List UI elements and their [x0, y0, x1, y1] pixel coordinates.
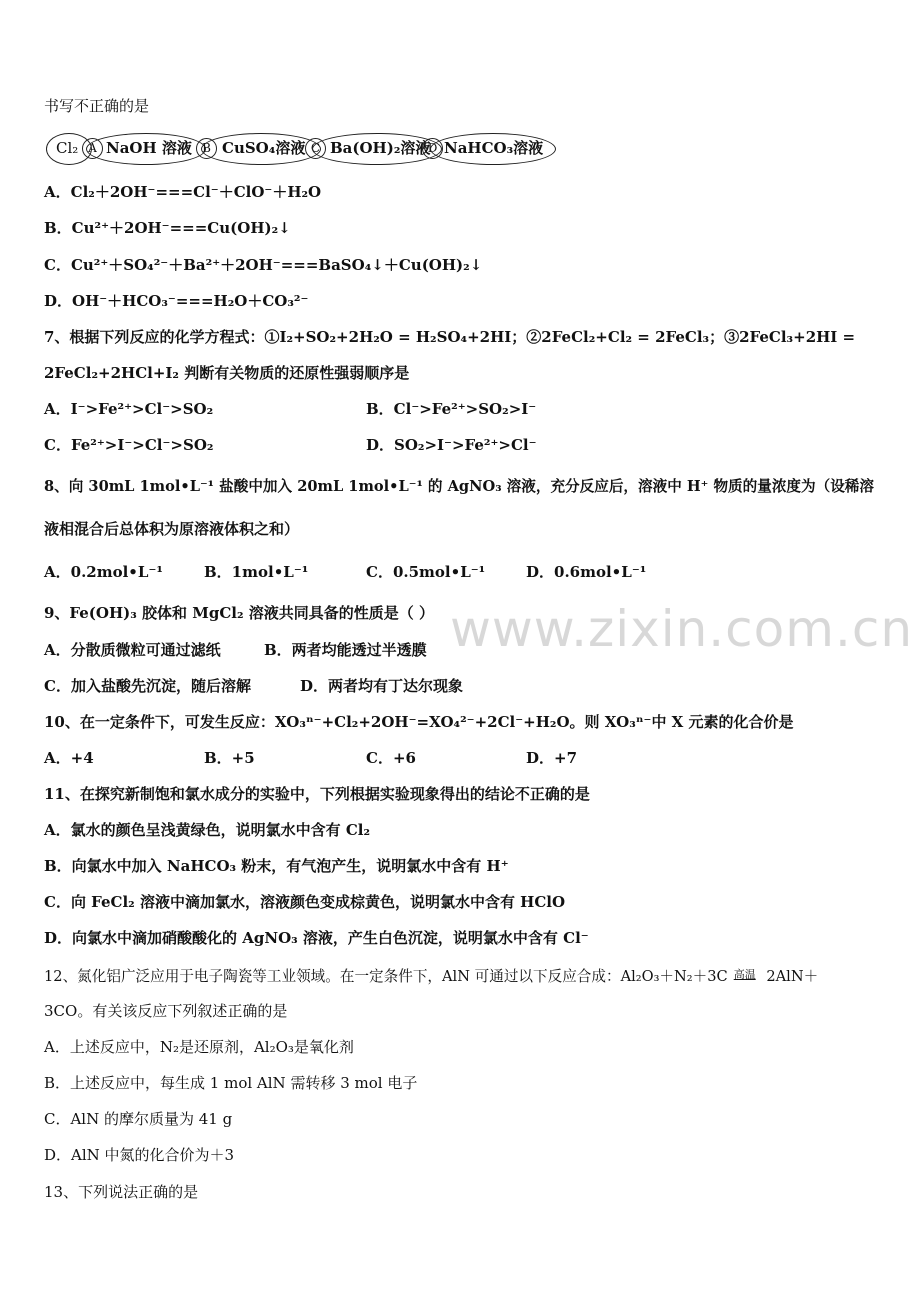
q7-option-a: A．I⁻>Fe²⁺>Cl⁻>SO₂ — [44, 400, 214, 418]
q8-option-a: A．0.2mol•L⁻¹ — [44, 563, 163, 581]
reagent-label: NaHCO₃溶液 — [444, 139, 544, 157]
q12-option-a: A．上述反应中，N₂是还原剂，Al₂O₃是氧化剂 — [44, 1038, 354, 1056]
q7-option-d: D．SO₂>I⁻>Fe²⁺>Cl⁻ — [366, 436, 537, 454]
q12-stem-part1: 12、氮化铝广泛应用于电子陶瓷等工业领域。在一定条件下，AlN 可通过以下反应合成：Al₂O₃＋N₂＋3C — [44, 968, 728, 985]
q6-option-d: D．OH⁻＋HCO₃⁻===H₂O＋CO₃²⁻ — [44, 292, 309, 310]
q9-option-a: A．分散质微粒可通过滤纸 — [44, 641, 221, 659]
reagent-label: CuSO₄溶液 — [222, 139, 306, 157]
q12-stem-line2: 3CO。有关该反应下列叙述正确的是 — [44, 1002, 288, 1020]
q8-stem-line1: 8、向 30mL 1mol•L⁻¹ 盐酸中加入 20mL 1mol•L⁻¹ 的 AgNO₃ 溶液，充分反应后，溶液中 H⁺ 物质的量浓度为（设稀溶 — [44, 478, 874, 495]
q7-stem-line2: 2FeCl₂+2HCl+I₂ 判断有关物质的还原性强弱顺序是 — [44, 364, 410, 382]
q10-option-b: B．+5 — [204, 749, 255, 767]
q12-stem-line1 — [44, 965, 818, 987]
q9-option-c: C．加入盐酸先沉淀，随后溶解 — [44, 677, 251, 695]
reaction-label-b: B — [196, 138, 217, 159]
q12-option-c: C．AlN 的摩尔质量为 41 g — [44, 1110, 233, 1128]
q10-stem: 10、在一定条件下，可发生反应：XO₃ⁿ⁻+Cl₂+2OH⁻=XO₄²⁻+2Cl⁻+H₂O。则 XO₃ⁿ⁻中 X 元素的化合价是 — [44, 713, 794, 731]
reagent-label: Cl₂ — [56, 139, 79, 157]
q9-option-d: D．两者均有丁达尔现象 — [300, 677, 464, 695]
q8-option-b: B．1mol•L⁻¹ — [204, 563, 309, 581]
q11-option-a: A．氯水的颜色呈浅黄绿色，说明氯水中含有 Cl₂ — [44, 821, 371, 839]
q10-option-c: C．+6 — [366, 749, 416, 767]
q11-option-c: C．向 FeCl₂ 溶液中滴加氯水，溶液颜色变成棕黄色，说明氯水中含有 HClO — [44, 893, 566, 911]
q7-option-c: C．Fe²⁺>I⁻>Cl⁻>SO₂ — [44, 436, 214, 454]
reaction-label-d: D — [422, 138, 443, 159]
reaction-condition: 高温 — [733, 968, 756, 981]
q11-option-b: B．向氯水中加入 NaHCO₃ 粉末，有气泡产生，说明氯水中含有 H⁺ — [44, 857, 509, 875]
q12-option-b: B．上述反应中，每生成 1 mol AlN 需转移 3 mol 电子 — [44, 1074, 418, 1092]
reagent-label: NaOH 溶液 — [106, 139, 192, 157]
q6-option-c: C．Cu²⁺＋SO₄²⁻＋Ba²⁺＋2OH⁻===BaSO₄↓＋Cu(OH)₂↓ — [44, 256, 483, 274]
q13-stem: 13、下列说法正确的是 — [44, 1183, 199, 1201]
q6-option-a: A．Cl₂＋2OH⁻===Cl⁻＋ClO⁻＋H₂O — [44, 183, 322, 201]
reagent-label: Ba(OH)₂溶液 — [330, 139, 431, 157]
question-header: 书写不正确的是 — [44, 97, 150, 115]
reaction-label-a: A — [82, 138, 103, 159]
q7-option-b: B．Cl⁻>Fe²⁺>SO₂>I⁻ — [366, 400, 537, 418]
q8-option-c: C．0.5mol•L⁻¹ — [366, 563, 486, 581]
q9-stem: 9、Fe(OH)₃ 胶体和 MgCl₂ 溶液共同具备的性质是（ ） — [44, 604, 435, 622]
q7-stem-line1: 7、根据下列反应的化学方程式：①I₂+SO₂+2H₂O = H₂SO₄+2HI；②2FeCl₂+Cl₂ = 2FeCl₃；③2FeCl₃+2HI = — [44, 328, 856, 346]
q6-option-b: B．Cu²⁺＋2OH⁻===Cu(OH)₂↓ — [44, 219, 291, 237]
q12-option-d: D．AlN 中氮的化合价为＋3 — [44, 1146, 235, 1164]
q9-option-b: B．两者均能透过半透膜 — [264, 641, 427, 659]
q10-option-a: A．+4 — [44, 749, 94, 767]
watermark: www.zixin.com.cn — [450, 600, 914, 658]
q11-stem: 11、在探究新制饱和氯水成分的实验中，下列根据实验现象得出的结论不正确的是 — [44, 785, 590, 803]
q12-stem-part2: 2AlN＋ — [766, 968, 819, 985]
q11-option-d: D．向氯水中滴加硝酸酸化的 AgNO₃ 溶液，产生白色沉淀，说明氯水中含有 Cl⁻ — [44, 929, 589, 947]
q8-stem-line2: 液相混合后总体积为原溶液体积之和） — [44, 520, 300, 538]
q10-option-d: D．+7 — [526, 749, 578, 767]
q8-option-d: D．0.6mol•L⁻¹ — [526, 563, 647, 581]
reaction-label-c: C — [305, 138, 326, 159]
